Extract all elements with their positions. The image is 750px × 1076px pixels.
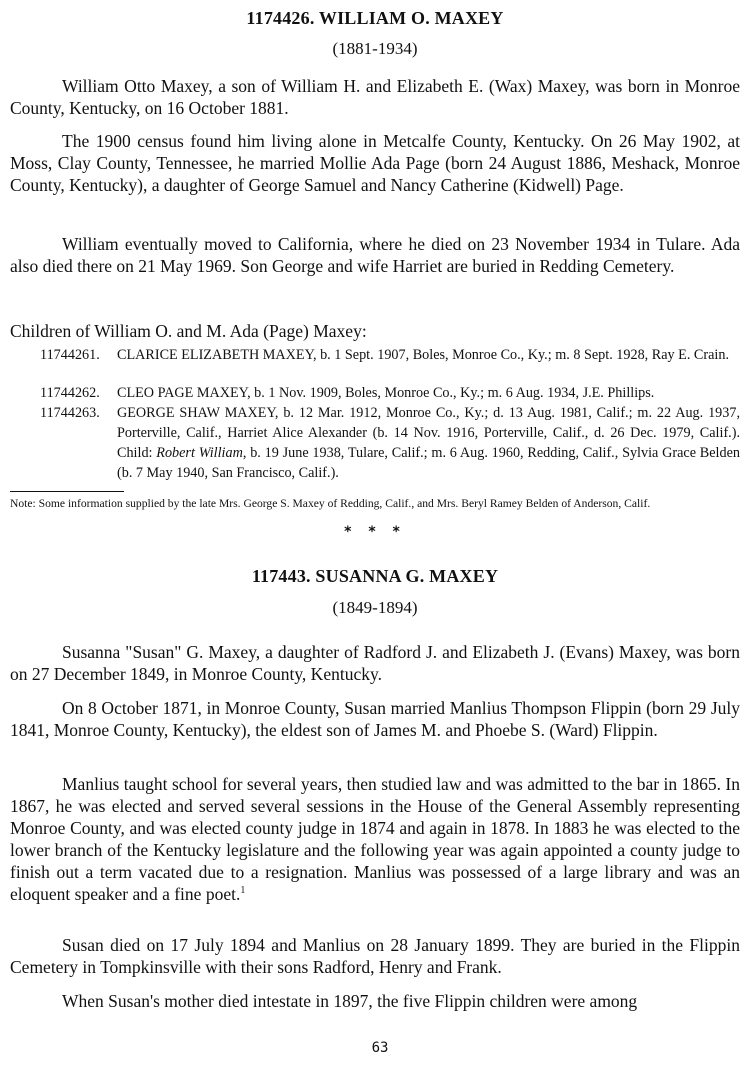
section-separator: * * * xyxy=(344,524,406,540)
child-text: CLEO PAGE MAXEY, b. 1 Nov. 1909, Boles, Monroe Co., Ky.; m. 6 Aug. 1934, J.E. Phillips. xyxy=(117,385,655,401)
child-text: CLARICE ELIZABETH MAXEY, b. 1 Sept. 1907, Boles, Monroe Co., Ky.; m. 8 Sept. 1928, Ray E. Crain. xyxy=(117,347,729,363)
paragraph-susanna-4: Susan died on 17 July 1894 and Manlius on 28 January 1899. They are buried in the Flippin Cemetery in Tompkinsville with their sons Radford, Henry and Frank. xyxy=(10,935,740,977)
section-title-susanna: 117443. SUSANNA G. MAXEY xyxy=(251,566,499,586)
child-number: 11744263. xyxy=(40,405,100,421)
page-number: 63 xyxy=(371,1040,389,1056)
section-title-william: 1174426. WILLIAM O. MAXEY xyxy=(246,8,504,28)
paragraph-susanna-3: Manlius taught school for several years, then studied law and was admitted to the bar in 1865. In 1867, he was elected and served several sessions in the House of the General Assembly representing Monroe County, and was elected county judge in 1874 and again in 1878. In 1883 he was elected to the lower branch of the Kentucky legislature and the following year was again appointed a county judge to finish out a term vacated due to a resignation. Manlius was possessed of a large library and was an eloquent speaker and a fine poet.$^1$ xyxy=(10,774,740,904)
child-entry-george xyxy=(40,403,740,483)
section-dates-william: (1881-1934) xyxy=(332,39,418,58)
paragraph-susanna-1: Susanna "Susan" G. Maxey, a daughter of Radford J. and Elizabeth J. (Evans) Maxey, was born on 27 December 1849, in Monroe County, Kentucky. xyxy=(10,642,740,684)
source-note: Note: Some information supplied by the late Mrs. George S. Maxey of Redding, Calif., and Mrs. Beryl Ramey Belden of Anderson, Calif. xyxy=(10,497,651,510)
child-number: 11744262. xyxy=(40,385,100,401)
paragraph-susanna-2: On 8 October 1871, in Monroe County, Susan married Manlius Thompson Flippin (born 29 July 1841, Monroe County, Kentucky), the eldest son of James M. and Phoebe S. (Ward) Flippin. xyxy=(10,698,740,740)
child-number: 11744261. xyxy=(40,347,100,363)
child-entry-cleo xyxy=(40,383,740,403)
paragraph-william-2: The 1900 census found him living alone in Metcalfe County, Kentucky. On 26 May 1902, at Moss, Clay County, Tennessee, he married Mollie Ada Page (born 24 August 1886, Meshack, Monroe County, Kentucky), a daughter of George Samuel and Nancy Catherine (Kidwell) Page. xyxy=(10,131,740,195)
footnote-marker: 1 xyxy=(240,885,246,897)
paragraph-william-3: William eventually moved to California, where he died on 23 November 1934 in Tulare. Ada also died there on 21 May 1969. Son George and wife Harriet are buried in Redding Cemetery. xyxy=(10,234,740,276)
paragraph-william-1: William Otto Maxey, a son of William H. and Elizabeth E. (Wax) Maxey, was born in Monroe County, Kentucky, on 16 October 1881. xyxy=(10,76,740,118)
child-entry-clarice xyxy=(40,345,740,365)
section-dates-susanna: (1849-1894) xyxy=(332,598,418,617)
paragraph-susanna-5: When Susan's mother died intestate in 1897, the five Flippin children were among xyxy=(62,991,638,1011)
note-divider xyxy=(10,491,124,492)
children-heading: Children of William O. and M. Ada (Page) Maxey: xyxy=(10,321,367,341)
child-text: GEORGE SHAW MAXEY, b. 12 Mar. 1912, Monroe Co., Ky.; d. 13 Aug. 1981, Calif.; m. 22 Aug. 1937, Porterville, Calif., Harriet Alice Alexander (b. 14 Nov. 1916, Porterville, Calif., d. 26 Dec. 1979, Calif.). Child: Robert William, b. 19 June 1938, Tulare, Calif.; m. 6 Aug. 1960, Redding, Calif., Sylvia Grace Belden (b. 7 May 1940, San Francisco, Calif.). xyxy=(117,405,740,481)
